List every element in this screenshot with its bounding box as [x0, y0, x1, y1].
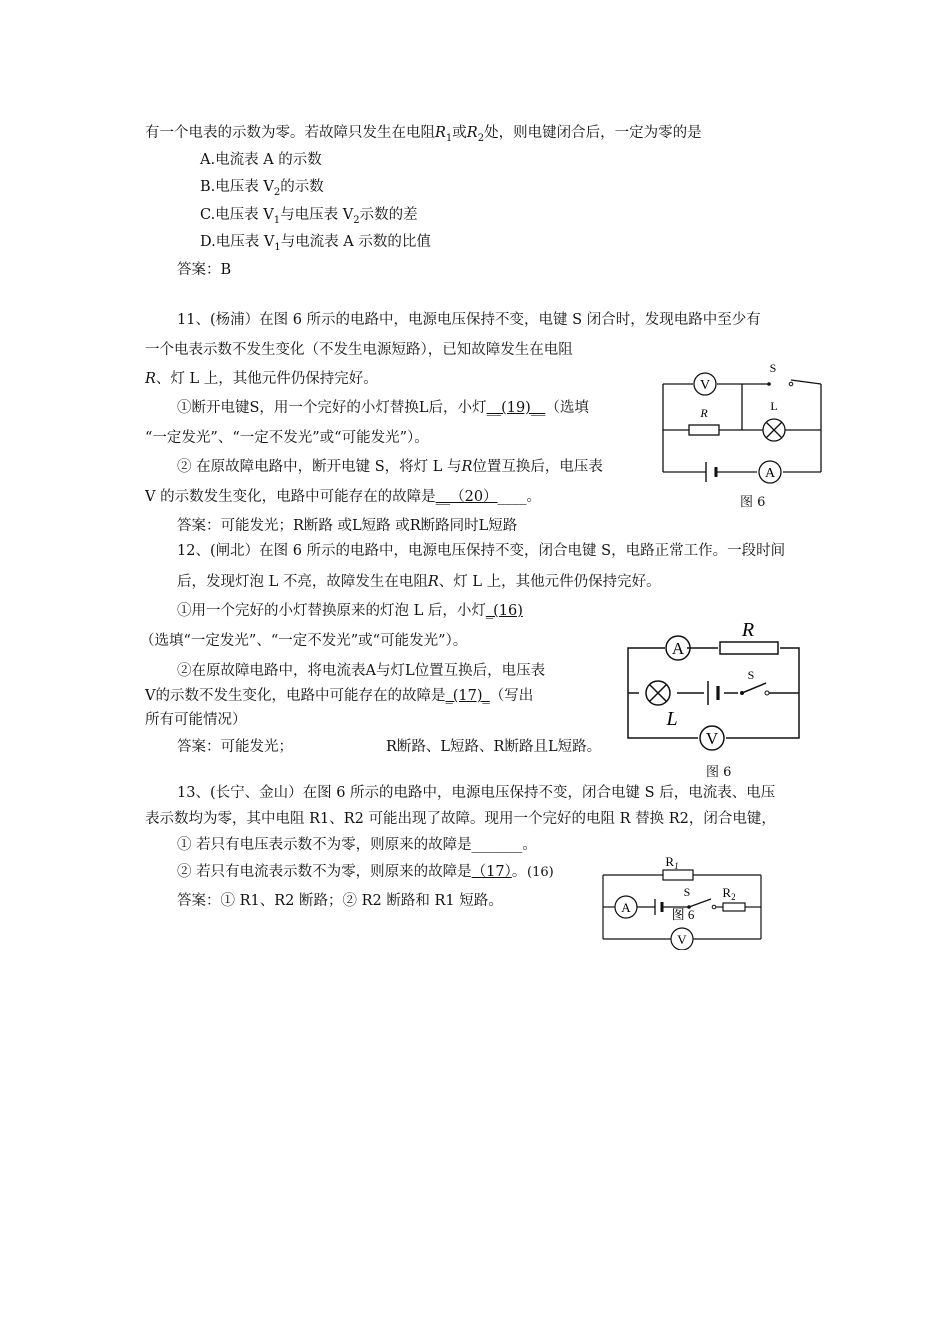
q12-blank-17: _(17)_ [445, 688, 490, 704]
q11-label-voltmeter: V [699, 378, 711, 393]
q11-label-ammeter: A [764, 466, 776, 481]
q10-option-c-sub1: 1 [273, 214, 281, 226]
q13-circuit-svg [595, 850, 770, 950]
q11-switch-pivot [767, 382, 771, 386]
q10-option-b-a: B.电压表 V [200, 179, 274, 195]
q11-circuit-diagram [655, 360, 830, 485]
q10-option-d-b: 与电流表 A 示数的比值 [280, 234, 431, 250]
q10-option-b [200, 177, 324, 203]
q13-line2: 表示数均为零，其中电阻 R1、R2 可能出现了故障。现用一个完好的电阻 R 替换 R2，闭合电键， [145, 811, 776, 827]
q12-line6-a: V的示数不发生变化，电路中可能存在的故障是 [145, 688, 446, 704]
q11-line1: 11、(杨浦）在图 6 所示的电路中，电源电压保持不变，电键 S 闭合时，发现电路中至少有 [177, 312, 761, 328]
q10-r2: R [466, 125, 478, 141]
q11-switch-contact [789, 382, 793, 386]
q13-label-r1-sub: 1 [674, 861, 679, 871]
q10-option-c-a: C.电压表 V [200, 207, 274, 223]
q11-line2: 一个电表示数不发生变化（不发生电源短路），已知故障发生在电阻 [145, 342, 573, 358]
q10-r1: R [435, 125, 446, 141]
q13-switch-contact [712, 905, 716, 909]
q12-blank-16: _(16) [485, 603, 523, 619]
q11-answer: 答案：可能发光；R断路 或L短路 或R断路同时L短路 [177, 518, 518, 534]
q11-blank-20-tail: ____。 [497, 489, 542, 505]
q11-line3-r: R [145, 371, 156, 387]
q13-label-r1 [665, 854, 678, 871]
q13-label-switch: S [683, 885, 691, 899]
q11-line5: “一定发光”、“一定不发光”或“可能发光”）。 [145, 430, 429, 446]
q12-circuit-diagram [620, 615, 810, 755]
q13-r1-box [663, 870, 693, 880]
q12-line4: （选填“一定发光”、“一定不发光”或“可能发光”）。 [140, 633, 468, 649]
q13-blank-tail: 。 [511, 864, 527, 880]
q12-label-ammeter: A [671, 639, 685, 658]
q12-label-lamp: L [666, 708, 678, 730]
q10-r1-sub: 1 [445, 132, 453, 144]
q11-line3 [145, 369, 378, 389]
q11-blank-19: __(19)__ [486, 400, 546, 416]
q10-option-a: A.电流表 A 的示数 [200, 152, 322, 168]
q12-line2-b: 、灯 L 上，其他元件仍保持完好。 [438, 574, 661, 590]
q12-label-resistor: R [741, 619, 755, 641]
q11-label-resistor: R [700, 406, 708, 420]
q10-option-d-a: D.电压表 V [200, 234, 275, 250]
q10-stem [145, 123, 702, 149]
q10-r2-sub: 2 [477, 132, 485, 144]
q13-label-r2-sub: 2 [731, 892, 736, 902]
q11-label-switch: S [769, 361, 777, 375]
q10-option-c [200, 205, 418, 231]
q12-line6-b: （写出 [489, 688, 534, 704]
q11-line4-b: （选填 [545, 400, 589, 416]
q13-switch-blade [689, 899, 711, 907]
q12-line7: 所有可能情况） [145, 712, 247, 728]
q11-resistor-box [689, 425, 719, 435]
q12-line5: ②在原故障电路中，将电流表A与灯L位置互换后，电压表 [177, 663, 546, 679]
q13-blank-17: （17） [471, 864, 512, 880]
q12-line2 [177, 572, 661, 592]
q11-line6-a: ② 在原故障电路中，断开电键 S，将灯 L 与 [177, 459, 462, 475]
q12-answer-a: 答案：可能发光； [177, 739, 293, 755]
q10-option-d-sub: 1 [274, 241, 281, 253]
q12-figure-caption: 图 6 [706, 765, 732, 780]
q11-label-lamp: L [770, 399, 778, 413]
q12-switch-pivot [740, 691, 744, 695]
q10-option-b-sub: 2 [273, 186, 281, 198]
q13-answer: 答案：① R1、R2 断路；② R2 断路和 R1 短路。 [177, 893, 503, 909]
q13-figure-caption: 图 6 [671, 907, 695, 922]
q10-stem-c: 处，则电键闭合后，一定为零的是 [484, 125, 702, 141]
q13-overlap-label: (16) [527, 865, 554, 880]
q11-figure-caption: 图 6 [740, 495, 766, 510]
q13-line3: ① 若只有电压表示数不为零，则原来的故障是_______。 [177, 837, 537, 853]
q12-line2-a: 后，发现灯泡 L 不亮，故障发生在电阻 [177, 574, 428, 590]
q12-line6 [145, 686, 533, 706]
q11-line6-b: 位置互换后，电压表 [472, 459, 603, 475]
q13-label-r1-main: R [665, 854, 675, 869]
q13-label-voltmeter: V [677, 932, 687, 947]
q13-label-r2-main: R [722, 885, 732, 900]
q11-switch-blade [791, 380, 821, 384]
q12-switch-contact [765, 691, 769, 695]
q13-line4-a: ② 若只有电流表示数不为零，则原来的故障是 [177, 864, 472, 880]
q12-line2-r: R [427, 574, 439, 590]
q12-circuit-svg [620, 615, 810, 755]
q11-circuit-svg [655, 360, 830, 485]
q10-stem-a: 有一个电表的示数为零。若故障只发生在电阻 [145, 125, 435, 141]
q11-blank-20: __（20） [435, 489, 498, 505]
q11-line3-b: 、灯 L 上，其他元件仍保持完好。 [155, 371, 378, 387]
q11-line6 [177, 457, 603, 477]
q13-label-r2 [722, 885, 735, 902]
q10-option-b-b: 的示数 [280, 179, 324, 195]
q11-line7-a: V 的示数发生变化，电路中可能存在的故障是 [145, 489, 436, 505]
q12-label-voltmeter: V [705, 729, 719, 748]
q13-line1: 13、(长宁、金山）在图 6 所示的电路中，电源电压保持不变，闭合电键 S 后，电流表、电压 [177, 785, 776, 801]
q10-answer: 答案：B [177, 262, 232, 278]
q12-line3-a: ①用一个完好的小灯替换原来的灯泡 L 后，小灯 [177, 603, 486, 619]
q10-option-c-sub2: 2 [353, 214, 360, 226]
q10-option-d [200, 232, 431, 258]
q12-label-switch: S [747, 668, 755, 682]
q13-circuit-diagram [595, 850, 770, 950]
q11-line6-r: R [461, 459, 473, 475]
q12-line3 [177, 601, 523, 621]
q13-r2-box [723, 903, 745, 911]
q13-label-ammeter: A [621, 900, 631, 915]
q10-option-c-b: 与电压表 V [280, 207, 354, 223]
q10-option-c-c: 示数的差 [359, 207, 418, 223]
q11-line7 [145, 487, 541, 507]
q11-line4-a: ①断开电键S，用一个完好的小灯替换L后，小灯 [177, 400, 487, 416]
q12-answer-b: R断路、L短路、R断路且L短路。 [386, 739, 602, 755]
q11-line4 [177, 398, 589, 418]
q10-stem-b: 或 [452, 125, 467, 141]
q13-line4 [177, 862, 526, 882]
q12-line1: 12、(闸北）在图 6 所示的电路中，电源电压保持不变，闭合电键 S，电路正常工作。一段时间 [177, 543, 786, 559]
